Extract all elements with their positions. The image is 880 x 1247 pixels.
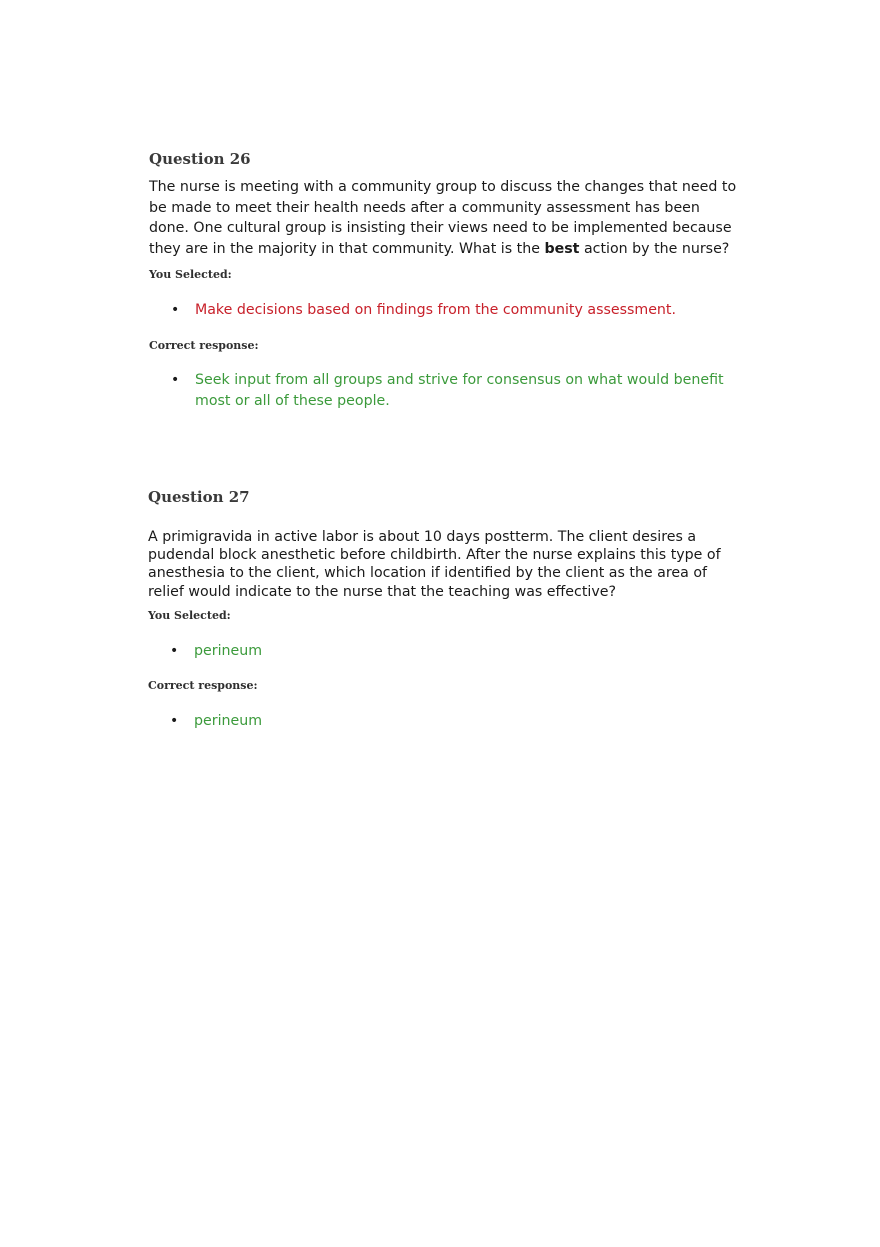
correct-label-text: Correct response: <box>148 679 258 692</box>
bullet-icon: • <box>170 713 179 729</box>
stem-emphasis: best <box>544 240 580 257</box>
selected-answer-item <box>149 300 739 321</box>
selected-answer <box>149 300 739 321</box>
selected-label-text: You Selected: <box>148 609 231 622</box>
question-stem <box>148 528 738 601</box>
correct-answer-item <box>148 711 738 732</box>
question-title-text: Question 27 <box>148 488 250 506</box>
question-stem-text: A primigravida in active labor is about 10 days postterm. The client desires a pudendal block anesthetic before childbirth. After the nurse explains this type of anesthesia to the client, which location if identified by the client as the area of relief would indicate to the nurse that the teaching was effective? <box>148 529 721 600</box>
stem-part-1: The nurse is meeting with a community group to discuss the changes that need to be made to meet their health needs after a community assessment has been done. One cultural group is insisting their views need to be implemented because they are in the majority in that community. What is the <box>149 179 737 257</box>
selected-answer <box>148 641 738 662</box>
selected-label <box>148 609 231 622</box>
selected-label-text: You Selected: <box>149 268 232 281</box>
correct-label <box>148 679 258 692</box>
correct-answer <box>148 711 738 732</box>
bullet-icon: • <box>170 643 179 659</box>
selected-answer-text: Make decisions based on findings from the community assessment. <box>195 302 676 318</box>
bullet-icon: • <box>171 372 180 388</box>
bullet-icon: • <box>171 302 180 318</box>
selected-answer-item <box>148 641 738 662</box>
question-title-text: Question 26 <box>149 150 251 168</box>
correct-answer-text: perineum <box>194 713 263 729</box>
correct-answer-item <box>149 370 739 412</box>
question-stem-text <box>149 177 739 259</box>
question-stem <box>149 177 739 259</box>
correct-label <box>149 339 259 352</box>
selected-label <box>149 268 232 281</box>
question-title <box>148 488 250 506</box>
question-title <box>149 150 251 168</box>
selected-answer-text: perineum <box>194 643 263 659</box>
correct-label-text: Correct response: <box>149 339 259 352</box>
stem-part-2: action by the nurse? <box>579 240 730 257</box>
correct-answer <box>149 370 739 412</box>
correct-answer-text: Seek input from all groups and strive for consensus on what would benefit most or all of these people. <box>195 372 724 409</box>
